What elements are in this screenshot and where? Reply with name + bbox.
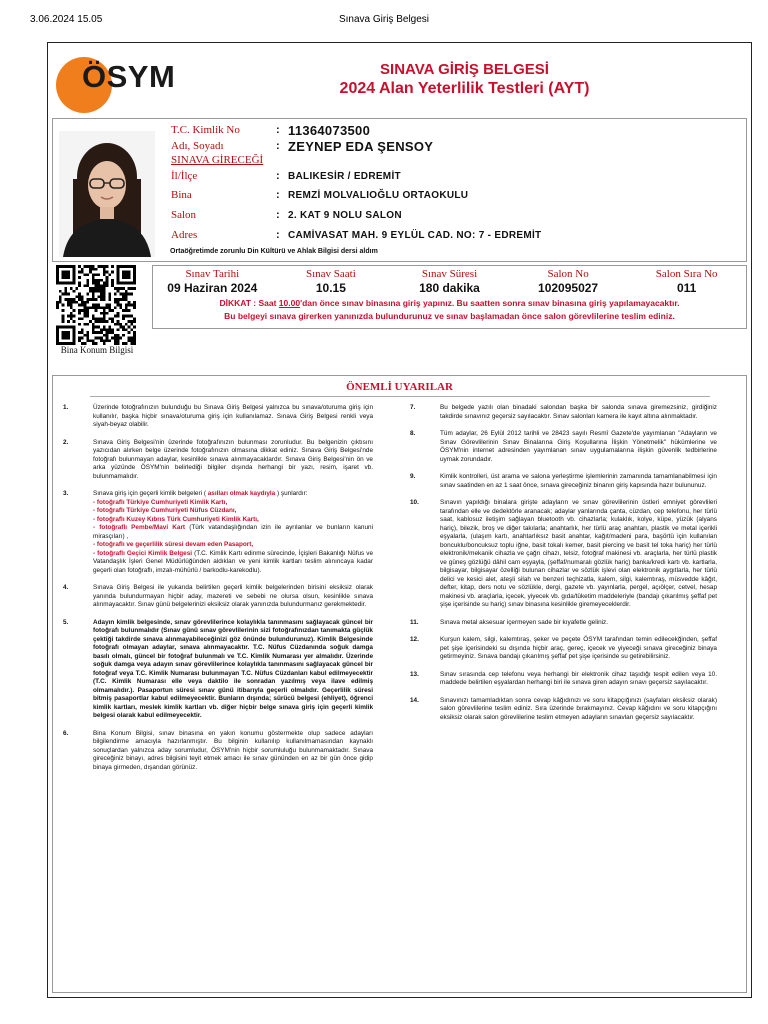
exam-duration-col: [390, 268, 509, 295]
warnings-box: [52, 375, 747, 993]
warning-item-6: [63, 730, 373, 773]
print-title: Sınava Giriş Belgesi: [338, 14, 430, 25]
warning-item-13: [410, 671, 717, 688]
warning-item-10: [410, 499, 717, 610]
warning-number: 2.: [63, 438, 69, 446]
attention-post: 'dan önce sınav binasına giriş yapınız. Bu saatten sonra sınav binasına giriş yapılamayacaktır.: [300, 298, 680, 308]
salon-label: Salon: [171, 209, 197, 221]
warning-text: Kurşun kalem, silgi, kalemtıraş, şeker ve peçete ÖSYM tarafından temin edilecekğinden, şeffaf pet şişe içerisindeki su dışında hiçbir araç, gereç, içecek ve yiyeceği sınava gireceğiniz binaya getirmeyiniz. Sınava bandajı çıkarılmış şeffaf pet şişe içerisinde su getirebilirsiniz.: [440, 636, 717, 660]
exam-date-label: Sınav Tarihi: [185, 268, 240, 280]
warning-text: Sınav sırasında cep telefonu veya herhangi bir elektronik cihaz taşıdığı tespit edilen veya 10. maddede belirtilen eşyalardan herhangi biri ile sınava giren adayın sınavı geçersiz sayılacaktır.: [440, 670, 717, 686]
warning-item-2: [63, 439, 373, 482]
bina-colon: :: [276, 189, 280, 201]
id-docs-intro-a: Sınava giriş için geçerli kimlik belgeleri (: [93, 490, 208, 497]
qr-caption: Bina Konum Bilgisi: [60, 345, 134, 355]
warning-number: 3.: [63, 490, 69, 497]
name-row: [171, 138, 736, 154]
warning-number: 10.: [410, 499, 419, 506]
salon-row: [171, 205, 736, 225]
warning-number: 9.: [410, 473, 416, 480]
warning-item-4: [63, 584, 373, 610]
warning-text: Sınava Giriş Belgesi ile yukarıda belirtilen geçerli kimlik belgelerinden birisini eksiksiz olarak yanında bulundurmayan hiçbir aday, mazereti ve sebebi ne olursa olsun, kesinlikle sınava alınmayacaktır. Sınav günü belgelerinizi eksiksiz olarak yanınızda bulundurmanız gerekmektedir.: [93, 584, 373, 608]
exam-columns: [153, 266, 746, 295]
name-colon: :: [276, 140, 280, 152]
document-title-main: SINAVA GİRİŞ BELGESİ: [380, 61, 549, 78]
warning-number: 13.: [410, 670, 419, 678]
warning-number: 6.: [63, 729, 69, 737]
bina-value: REMZİ MOLVALIOĞLU ORTAOKULU: [288, 189, 469, 201]
adres-colon: :: [276, 229, 280, 241]
warning-item-14: [410, 697, 717, 723]
id-doc-1: - fotoğraflı Türkiye Cumhuriyeti Kimlik Kartı,: [93, 498, 228, 506]
warning-item-1: [63, 404, 373, 430]
exam-time-label: Sınav Saati: [305, 268, 356, 280]
warning-text: Bu belgede yazılı olan binadaki salondan başka bir salonda sınava giremezsiniz, girdiğiniz takdirde sınavınız geçersiz sayılacaktır. Sınav salonları kamera ile kayıt altına alınmaktadır.: [440, 404, 717, 420]
warning-text: Bina Konum Bilgisi, sınav binasına en yakın konumu göstermekte olup sadece adayları bilgilendirme amacıyla hazırlanmıştır. Bu bilginin kullanılıp kullanılmamasından kaynaklı sonuçlardan yalnızca aday sorumludur, ÖSYM'nin hiçbir sorumluluğu bulunmamaktadır. Sınava gireceğiniz binayı, adres bilgisini teyit etmek amacı ile sınav gününden en az bir gün önce gidip binaya girmeden, dışarıdan görünüz.: [93, 729, 373, 771]
seat-no-value: 011: [676, 281, 697, 295]
il-label: İl/İlçe: [171, 170, 198, 182]
warning-number: 11.: [410, 618, 419, 626]
candidate-photo: [59, 131, 155, 257]
exam-date-value: 09 Haziran 2024: [167, 281, 258, 295]
warning-number: 5.: [63, 618, 69, 626]
warning-number: 4.: [63, 584, 69, 591]
candidate-fields: [171, 122, 736, 245]
section-label: SINAVA GİRECEĞİ: [171, 154, 264, 166]
il-value: BALIKESİR / EDREMİT: [288, 170, 401, 182]
warning-number: 12.: [410, 636, 419, 643]
salon-value: 2. KAT 9 NOLU SALON: [288, 209, 402, 221]
il-row: [171, 167, 736, 185]
warning-item-3: [63, 490, 373, 575]
warning-number: 1.: [63, 404, 69, 411]
warning-text: Sınava Giriş Belgesi'nin üzerinde fotoğrafınızın bulunması zorunludur. Bu belgenizin çıktısını yazıcıdan alırken belge üzerinde fotoğrafınızın olmasına dikkat ediniz. Sınava Giriş Belgesi'nde fotoğrafı bulunmayan adaylar, kesinlikle sınava alınmayacaklardır. Sınava Giriş Belgesi'nin ön ve arka yüzünde ÖSYM'nin belirlediği bilgiler dışında herhangi bir yazı, resim, işaret vb. bulunmamalıdır.: [93, 438, 373, 480]
exam-date-col: [153, 268, 272, 295]
seat-no-col: [627, 268, 746, 295]
tc-colon: :: [276, 124, 280, 136]
osym-logo: [56, 57, 186, 117]
logo-text: ÖSYM: [82, 59, 176, 94]
id-doc-4: - fotoğraflı Pembe/Mavi Kart: [93, 524, 186, 531]
id-docs-intro-b: asılları olmak kaydıyla: [207, 490, 276, 497]
id-docs-intro-c: ) şunlardır:: [275, 490, 308, 497]
adres-label: Adres: [171, 229, 198, 241]
bina-row: [171, 185, 736, 205]
attention-line-1: [153, 297, 746, 310]
warning-item-9: [410, 473, 717, 490]
warning-number: 8.: [410, 430, 416, 437]
warnings-title: ÖNEMLİ UYARILAR: [53, 381, 746, 397]
attention-notice: [153, 297, 746, 323]
warning-text: Üzerinde fotoğrafınızın bulunduğu bu Sınava Giriş Belgesi yalnızca bu sınava/oturuma giriş için kullanılır, başka hiçbir sınava/oturuma giriş için kullanılamaz. Sınava Giriş Belgesi renkli veya siyah-beyaz olabilir.: [93, 404, 373, 428]
warning-number: 14.: [410, 696, 419, 704]
warning-text: Kimlik kontrolleri, üst arama ve salona yerleştirme işlemlerinin zamanında tamamlanabilmesi için sınav saatinden en az 1 saat önce, sınava gireceğiniz binanın giriş kapısında hazır bulununuz.: [440, 473, 717, 489]
warning-item-12: [410, 636, 717, 662]
name-value: ZEYNEP EDA ŞENSOY: [288, 138, 434, 154]
salon-no-col: [509, 268, 628, 295]
adres-value: CAMİVASAT MAH. 9 EYLÜL CAD. NO: 7 - EDREMİT: [288, 229, 542, 241]
warning-text: Sınava metal aksesuar içermeyen sade bir kıyafetle geliniz.: [440, 618, 609, 626]
id-doc-4-note: (Türk vatandaşlığından izin ile ayrılanlar ve bunların kanuni mirasçıları) ,: [93, 524, 374, 540]
salon-no-value: 102095027: [538, 281, 599, 295]
adres-row: [171, 225, 736, 245]
warning-item-11: [410, 619, 717, 628]
il-colon: :: [276, 170, 280, 182]
warning-text: [93, 490, 373, 575]
id-doc-6-note: (T.C. Kimlik Kartı edinme sürecinde, İçişleri Bakanlığı Nüfus ve Vatandaşlık İşleri Genel Müdürlüğünden aldıkları ve yeni kimlik kartları teslim alınıncaya kadar geçerli olan fotoğraflı, imzalı-mühürlü / barkodlu-karekodlu).: [93, 549, 373, 574]
document-title: [248, 61, 681, 98]
name-label: Adı, Soyadı: [171, 140, 224, 152]
salon-no-label: Salon No: [547, 268, 589, 280]
warning-item-8: [410, 430, 717, 464]
religion-course-note: Ortaöğretimde zorunlu Din Kültürü ve Ahlak Bilgisi dersi aldım: [170, 248, 378, 255]
print-date: 3.06.2024 15.05: [30, 14, 103, 25]
candidate-info-box: [52, 118, 747, 262]
tc-value: 11364073500: [288, 122, 371, 138]
tc-row: [171, 122, 736, 138]
warning-text: Tüm adaylar, 26 Eylül 2012 tarihli ve 28423 sayılı Resmî Gazete'de yayımlanan "Adayların ve Sınav Görevlilerinin Sınav Binalarına Giriş Koşullarına İlişkin Yönetmelik" hükümlerine ve ÖSYM'nin internet adresinden yayımlanan sınav uygulamalarına ilişkin güvenlik tedbirlerine uymak zorundadır.: [440, 430, 717, 463]
exam-time-col: [272, 268, 391, 295]
exam-duration-label: Sınav Süresi: [421, 268, 478, 280]
warning-item-7: [410, 404, 717, 421]
id-doc-3: - fotoğraflı Kuzey Kıbrıs Türk Cumhuriyeti Kimlik Kartı,: [93, 515, 259, 523]
warning-text: Sınavın yapıldığı binalara girişte adayların ve sınav görevlilerinin üstleri emniyet görevlileri tarafından elle ve dedektörle aranacak; adaylar yanlarında çanta, cüzdan, cep telefonu, her türlü saat, kablosuz iletişim sağlayan bluetooth vb. cihazlarla; kulaklık, kolye, küpe, yüzük (alyans hariç), bilezik, broş ve diğer takılarla; anahtarlık, her türlü araç anahtarı, plastik ve metal içerikli eşyalarla, (ulaşım kartı, anahtarlıksız basit anahtar, kağıt/madeni para, başörtü için kullanılan boncuklu/boncuksuz toplu iğne, basit tokalı kemer, basit piercing ve basit tel toka hariç) her türlü elektronik/mekanik cihazla ve çağrı cihazı, telsiz, fotoğraf makinesi vb. araçlarla, her türlü plastik ve güneş gözlüğü dâhil cam eşyayla, (şeffaf/numaralı gözlük hariç) banka/kredi kartı vb. kartlarla, bilgisayar, bilgisayar özelliği bulunan cihazlar ve sözlük işlevi olan elektronik aygıtlarla, her türlü delici ve kesici alet, ateşli silah ve benzeri teçhizatla, kalem, silgi, kalemtıraş, müsvedde kâğıt, defter, kitap, ders notu ve sözlükle, dergi, gazete vb. yayınlarla, pergel, açıölçer, cetvel, hesap makinesi vb. araçlarla, içecek, yiyecek vb. gıda/tüketim maddeleriyle (bandajı çıkarılmış şeffaf pet şişe içerisinde su hariç) sınav binasına kesinlikle giremeyeceklerdir.: [440, 499, 717, 608]
qr-code[interactable]: [56, 265, 136, 345]
document-frame: [47, 42, 752, 998]
warning-item-5: [63, 619, 373, 721]
attention-line-2: Bu belgeyi sınava girerken yanınızda bulundurunuz ve sınav başlamadan önce salon görevlilerine teslim ediniz.: [224, 311, 675, 321]
id-doc-2: - fotoğraflı Türkiye Cumhuriyeti Nüfus Cüzdanı,: [93, 507, 237, 514]
tc-label: T.C. Kimlik No: [171, 124, 240, 136]
bina-label: Bina: [171, 189, 192, 201]
attention-pre: DİKKAT : Saat: [219, 298, 279, 308]
salon-colon: :: [276, 209, 280, 221]
id-doc-6: - fotoğraflı Geçici Kimlik Belgesi: [93, 549, 193, 557]
exam-info-box: [152, 265, 747, 329]
document-subtitle: 2024 Alan Yeterlilik Testleri (AYT): [339, 80, 590, 97]
exam-duration-value: 180 dakika: [419, 281, 480, 295]
warnings-right-column: [410, 404, 717, 731]
warning-text: Adayın kimlik belgesinde, sınav görevlilerince kolaylıkla tanınmasını sağlayacak güncel bir fotoğrafı bulunmalıdır (Sınav günü sınav görevlilerinin sizi fotoğrafınızdan tanımakta güçlük çektiği takdirde sınava alınmayabileceğinizi göz önünde bulundurunuz). Kimlik Belgesinde fotoğrafı olmayan adaylar, sınava alınmayacaktır. T.C. Nüfus Cüzdanında soğuk damga basılı olmalı, güncel bir fotoğraf bulunmalı ve T.C. Kimlik Numarası yer almalıdır. Üzerinde soğuk damga veya adayın sınav görevlilerince kolaylıkla tanınmasını sağlayacak güncel bir fotoğraf veya T.C. Kimlik Numarası bulunmayan T.C. Nüfus Cüzdanları kabul edilmeyecektir (T.C. Kimlik Numarası elle veya daktilo ile sonradan yazılmış veya ilave edilmiş olmamalıdır.). Pasaportun süresi sınav günü itibarıyla geçerli olmalıdır. Geçerlilik süresi bitmiş pasaportlar kabul edilmeyecektir. Bunların dışında; sürücü belgesi (ehliyet), öğrenci kimlik kartları, meslek kimlik kartları vb. diğer hiçbir belge sınava giriş için geçerli kimlik belgesi olarak kabul edilmeyecektir.: [93, 618, 373, 719]
warning-text: Sınavınızı tamamladıktan sonra cevap kâğıdınızı ve soru kitapçığınızı (sayfaları eksiksiz olarak) salon görevlilerine teslim ediniz. Sıra üzerinde bırakmayınız. Cevap kâğıdını ve soru kitapçığını eksiksiz olarak salon görevlilerine teslim etmeyen adayların sınavları geçersiz sayılacaktır.: [440, 696, 717, 721]
seat-no-label: Salon Sıra No: [655, 268, 718, 280]
exam-time-value: 10.15: [315, 281, 346, 295]
warning-number: 7.: [410, 404, 416, 411]
id-doc-5: - fotoğraflı ve geçerlilik süresi devam eden Pasaport,: [93, 541, 254, 548]
warnings-left-column: [63, 404, 373, 781]
attention-time: 10.00: [278, 298, 301, 308]
